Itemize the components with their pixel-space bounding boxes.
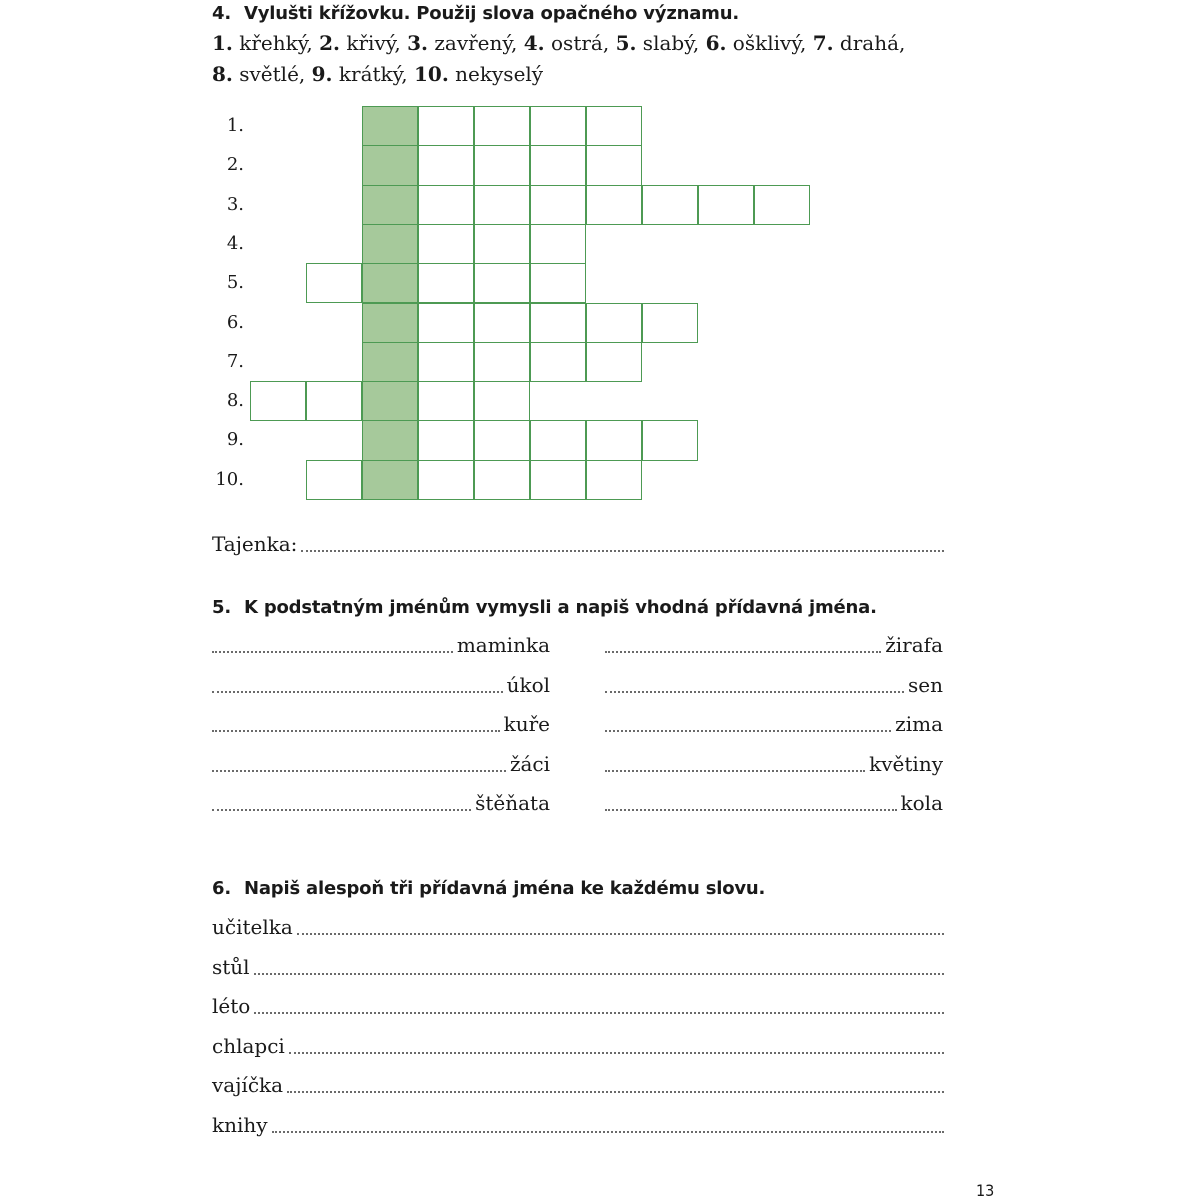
- noun-word: květiny: [869, 752, 943, 776]
- clue-number: 5.: [615, 31, 637, 55]
- clue-number: 7.: [812, 31, 834, 55]
- noun-word: zima: [895, 712, 943, 736]
- adjective-answer-line[interactable]: [605, 691, 904, 693]
- crossword-cell[interactable]: [474, 342, 530, 382]
- crossword-cell[interactable]: [418, 381, 474, 421]
- clue-word: nekyselý: [448, 62, 544, 86]
- crossword-row-number: 7.: [226, 350, 244, 372]
- crossword-key-cell[interactable]: [362, 106, 418, 146]
- clue-word: křivý,: [340, 31, 401, 55]
- adjectives-answer-line[interactable]: [287, 1091, 944, 1093]
- crossword-cell[interactable]: [754, 185, 810, 225]
- crossword-cell[interactable]: [474, 303, 530, 343]
- crossword-cell[interactable]: [474, 224, 530, 264]
- crossword-cell[interactable]: [474, 106, 530, 146]
- crossword-cell[interactable]: [586, 185, 642, 225]
- crossword-cell[interactable]: [474, 420, 530, 460]
- exercise-5-heading: [212, 597, 877, 618]
- crossword-cell[interactable]: [586, 106, 642, 146]
- adjective-answer-line[interactable]: [212, 651, 453, 653]
- crossword-row-number: 8.: [226, 390, 244, 412]
- crossword-row-number: 2.: [226, 154, 244, 176]
- crossword-cell[interactable]: [530, 106, 586, 146]
- crossword-cell[interactable]: [418, 106, 474, 146]
- crossword-key-cell[interactable]: [362, 460, 418, 500]
- crossword-key-cell[interactable]: [362, 224, 418, 264]
- clue-number: 4.: [523, 31, 545, 55]
- crossword-cell[interactable]: [530, 303, 586, 343]
- crossword-key-cell[interactable]: [362, 185, 418, 225]
- crossword-cell[interactable]: [530, 342, 586, 382]
- crossword-cell[interactable]: [698, 185, 754, 225]
- clue-number: 6.: [705, 31, 727, 55]
- crossword-cell[interactable]: [642, 420, 698, 460]
- crossword-cell[interactable]: [530, 420, 586, 460]
- crossword-cell[interactable]: [642, 303, 698, 343]
- crossword-cell[interactable]: [474, 145, 530, 185]
- crossword-cell[interactable]: [530, 185, 586, 225]
- word-to-describe: vajíčka: [212, 1073, 284, 1097]
- exercise-5-instruction: K podstatným jménům vymysli a napiš vhodná přídavná jména.: [244, 597, 877, 618]
- crossword-row-number: 10.: [215, 468, 244, 490]
- crossword-cell[interactable]: [642, 185, 698, 225]
- crossword-row-number: 5.: [226, 272, 244, 294]
- word-to-describe: stůl: [212, 955, 250, 979]
- exercise-4-instruction: Vylušti křížovku. Použij slova opačného významu.: [244, 3, 739, 24]
- crossword-cell[interactable]: [474, 185, 530, 225]
- crossword-cell[interactable]: [418, 303, 474, 343]
- crossword-key-cell[interactable]: [362, 303, 418, 343]
- tajenka-label: Tajenka:: [212, 532, 298, 556]
- adjective-answer-line[interactable]: [212, 809, 471, 811]
- crossword-row-number: 6.: [226, 311, 244, 333]
- noun-word: maminka: [456, 633, 550, 657]
- adjective-answer-line[interactable]: [212, 730, 500, 732]
- clue-line-1: [212, 31, 905, 55]
- crossword-cell[interactable]: [530, 224, 586, 264]
- adjectives-answer-line[interactable]: [289, 1052, 944, 1054]
- adjective-answer-line[interactable]: [605, 770, 865, 772]
- exercise-6-instruction: Napiš alespoň tři přídavná jména ke každému slovu.: [244, 878, 766, 899]
- exercise-6-heading: [212, 878, 765, 899]
- crossword-cell[interactable]: [306, 381, 362, 421]
- exercise-4-number: 4.: [212, 3, 231, 24]
- crossword-cell[interactable]: [530, 263, 586, 303]
- clue-word: drahá,: [833, 31, 906, 55]
- crossword-cell[interactable]: [474, 381, 530, 421]
- crossword-cell[interactable]: [474, 263, 530, 303]
- clue-word: ošklivý,: [726, 31, 807, 55]
- word-to-describe: učitelka: [212, 915, 293, 939]
- noun-word: žáci: [509, 752, 550, 776]
- exercise-5-number: 5.: [212, 597, 231, 618]
- crossword-cell[interactable]: [474, 460, 530, 500]
- adjective-answer-line[interactable]: [212, 770, 506, 772]
- crossword-row-number: 9.: [226, 429, 244, 451]
- crossword-cell[interactable]: [418, 420, 474, 460]
- crossword-cell[interactable]: [418, 342, 474, 382]
- clue-number: 9.: [311, 62, 333, 86]
- crossword-cell[interactable]: [250, 381, 306, 421]
- exercise-6-number: 6.: [212, 878, 231, 899]
- noun-word: kuře: [503, 712, 550, 736]
- clue-word: ostrá,: [544, 31, 610, 55]
- crossword-cell[interactable]: [586, 420, 642, 460]
- clue-word: křehký,: [232, 31, 313, 55]
- adjective-answer-line[interactable]: [605, 651, 881, 653]
- crossword-cell[interactable]: [418, 460, 474, 500]
- word-to-describe: chlapci: [212, 1034, 285, 1058]
- clue-number: 3.: [407, 31, 428, 55]
- crossword-cell[interactable]: [586, 145, 642, 185]
- crossword-row-number: 4.: [226, 232, 244, 254]
- crossword-cell[interactable]: [306, 263, 362, 303]
- crossword-cell[interactable]: [418, 263, 474, 303]
- crossword-key-cell[interactable]: [362, 420, 418, 460]
- adjective-answer-line[interactable]: [605, 809, 897, 811]
- clue-word: slabý,: [636, 31, 700, 55]
- clue-number: 10.: [414, 62, 449, 86]
- crossword-cell[interactable]: [530, 460, 586, 500]
- adjective-answer-line[interactable]: [605, 730, 891, 732]
- word-to-describe: léto: [212, 994, 251, 1018]
- adjectives-answer-line[interactable]: [254, 1012, 944, 1014]
- noun-word: úkol: [506, 673, 550, 697]
- adjective-answer-line[interactable]: [212, 691, 503, 693]
- crossword-row-number: 1.: [226, 115, 244, 136]
- crossword-cell[interactable]: [306, 460, 362, 500]
- crossword-cell[interactable]: [418, 185, 474, 225]
- crossword-cell[interactable]: [586, 303, 642, 343]
- adjectives-answer-line[interactable]: [272, 1131, 944, 1133]
- clue-word: světlé,: [232, 62, 306, 86]
- adjectives-answer-line[interactable]: [297, 933, 944, 935]
- crossword-key-cell[interactable]: [362, 263, 418, 303]
- word-to-describe: knihy: [212, 1113, 268, 1137]
- crossword-row-number: 3.: [226, 193, 244, 215]
- crossword-cell[interactable]: [530, 145, 586, 185]
- crossword-cell[interactable]: [418, 224, 474, 264]
- noun-word: žirafa: [885, 633, 943, 657]
- crossword-key-cell[interactable]: [362, 145, 418, 185]
- exercise-4-heading: [212, 3, 739, 24]
- noun-word: štěňata: [475, 791, 550, 815]
- crossword-key-cell[interactable]: [362, 342, 418, 382]
- noun-word: kola: [900, 791, 943, 815]
- page-number: 13: [976, 1181, 995, 1200]
- crossword-cell[interactable]: [586, 460, 642, 500]
- clue-word: krátký,: [332, 62, 408, 86]
- clue-line-2: [212, 62, 543, 86]
- crossword-cell[interactable]: [418, 145, 474, 185]
- adjectives-answer-line[interactable]: [254, 973, 944, 975]
- tajenka-answer-line[interactable]: [301, 550, 944, 552]
- crossword-key-cell[interactable]: [362, 381, 418, 421]
- noun-word: sen: [908, 673, 943, 697]
- clue-number: 1.: [212, 31, 233, 55]
- clue-number: 8.: [212, 62, 233, 86]
- crossword-cell[interactable]: [586, 342, 642, 382]
- clue-word: zavřený,: [428, 31, 518, 55]
- clue-number: 2.: [319, 31, 341, 55]
